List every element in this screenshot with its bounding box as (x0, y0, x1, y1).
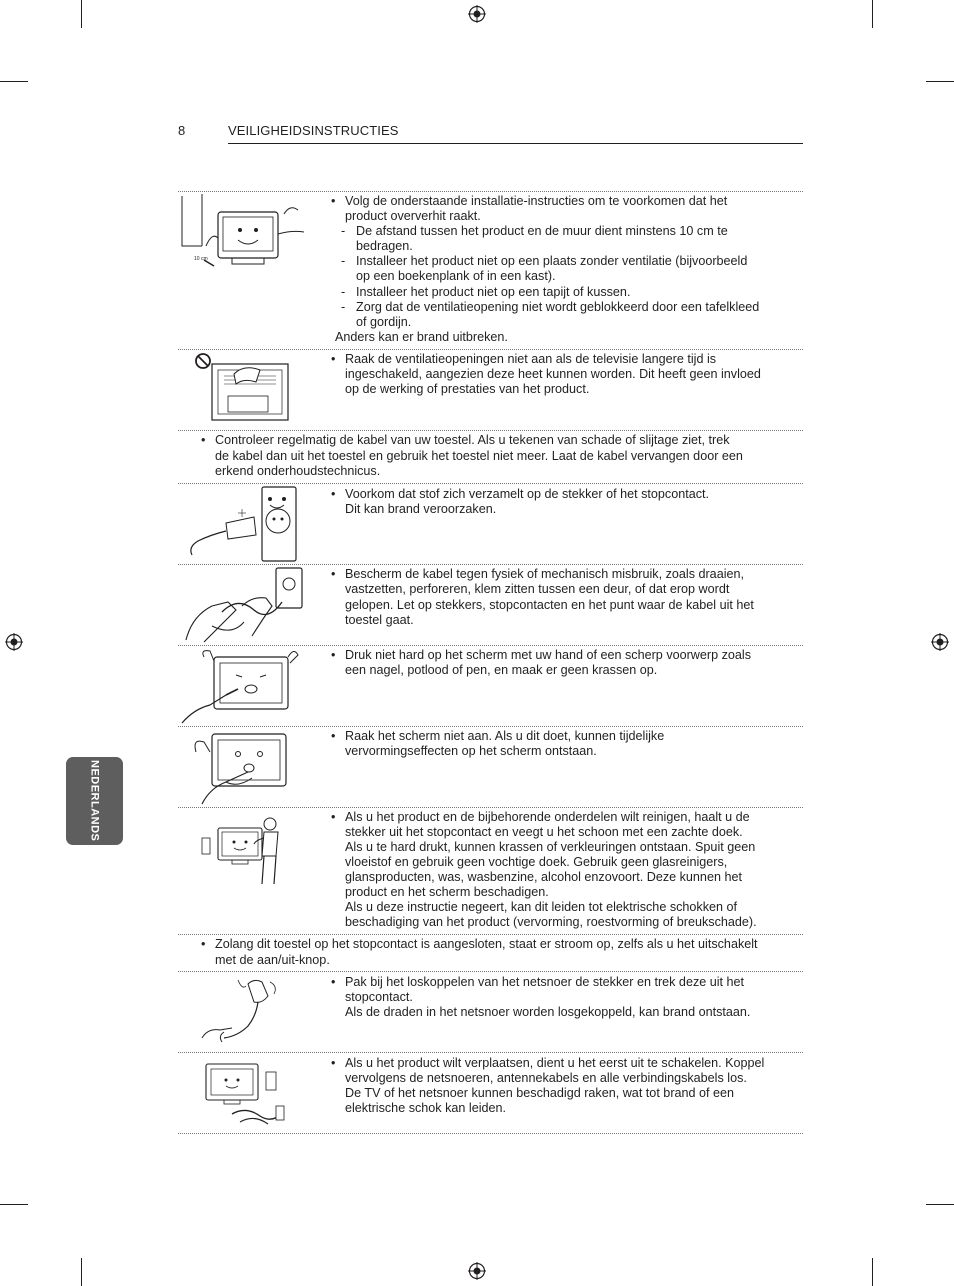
dusty-plug-illustration (186, 485, 310, 563)
bullet-icon: • (331, 194, 336, 208)
clearance-label: 10 cm (194, 256, 208, 262)
unplug-by-plug-illustration (198, 976, 298, 1048)
trailing-text: Anders kan er brand uitbreken. (335, 330, 508, 344)
bullet-icon: • (331, 648, 336, 662)
section-divider (178, 349, 803, 350)
bullet-text-line: product oververhit raakt. (345, 209, 481, 223)
crop-mark (872, 0, 873, 28)
screen-press-illustration (180, 647, 300, 725)
language-tab-label: NEDERLANDS (88, 760, 101, 842)
subitem-text-line: of gordijn. (356, 315, 412, 329)
bullet-text-line: Zolang dit toestel op het stopcontact is aangesloten, staat er stroom op, zelfs als u het uitschakelt (215, 937, 758, 951)
bullet-text-line: Dit kan brand veroorzaken. (345, 502, 497, 516)
bullet-icon: • (331, 352, 336, 366)
section-divider (178, 934, 803, 935)
section-divider (178, 726, 803, 727)
dash-icon: - (341, 224, 346, 238)
bullet-text-line: een nagel, potlood of pen, en maak er geen krassen op. (345, 663, 658, 677)
tv-vent-no-touch-illustration (194, 352, 294, 426)
bullet-text-line: Als u het product wilt verplaatsen, dient u het eerst uit te schakelen. Koppel (345, 1056, 765, 1070)
bullet-icon: • (331, 1056, 336, 1070)
header-rule (228, 143, 803, 144)
page-title: VEILIGHEIDSINSTRUCTIES (228, 123, 399, 138)
dash-icon: - (341, 254, 346, 268)
section-divider (178, 191, 803, 192)
section-divider (178, 971, 803, 972)
subitem-text-line: Zorg dat de ventilatieopening niet wordt geblokkeerd door een tafelkleed (356, 300, 760, 314)
cleaning-illustration (198, 814, 288, 888)
crop-mark (872, 1258, 873, 1286)
bullet-text-line: Pak bij het loskoppelen van het netsnoer de stekker en trek deze uit het (345, 975, 745, 989)
bullet-text-line: Controleer regelmatig de kabel van uw toestel. Als u tekenen van schade of slijtage ziet, trek (215, 433, 730, 447)
bullet-text-line: De TV of het netsnoer kunnen beschadigd raken, wat tot brand of een (345, 1086, 735, 1100)
bullet-text-line: Raak het scherm niet aan. Als u dit doet, kunnen tijdelijke (345, 729, 665, 743)
language-tab-label-wrap (66, 757, 123, 845)
bullet-text-line: vastzetten, perforeren, klem zitten tussen een deur, of dat erop wordt (345, 582, 730, 596)
section-divider (178, 483, 803, 484)
bullet-text-line: glansproducten, was, wasbenzine, alcohol enzovoort. Deze kunnen het (345, 870, 742, 884)
bullet-text-line: Als u te hard drukt, kunnen krassen of verkleuringen ontstaan. Spuit geen (345, 840, 756, 854)
disconnect-cables-illustration (202, 1058, 294, 1130)
bullet-text-line: Raak de ventilatieopeningen niet aan als de televisie langere tijd is (345, 352, 717, 366)
bullet-text-line: Als u het product en de bijbehorende onderdelen wilt reinigen, haalt u de (345, 810, 750, 824)
section-divider (178, 1052, 803, 1053)
bullet-text-line: vloeistof en gebruik geen vochtige doek. Gebruik geen glasreinigers, (345, 855, 728, 869)
bullet-text-line: product en het scherm beschadigen. (345, 885, 549, 899)
bullet-text-line: vervolgens de netsnoeren, antennekabels en alle verbindingskabels los. (345, 1071, 747, 1085)
bullet-icon: • (201, 937, 206, 951)
bullet-icon: • (331, 487, 336, 501)
bullet-text-line: erkend onderhoudstechnicus. (215, 464, 381, 478)
registration-mark-icon (468, 5, 486, 23)
bullet-text-line: Als de draden in het netsnoer worden losgekoppeld, kan brand ontstaan. (345, 1005, 751, 1019)
bullet-text-line: elektrische schok kan leiden. (345, 1101, 507, 1115)
bullet-text-line: beschadiging van het product (vervorming, roestvorming of breukschade). (345, 915, 757, 929)
tv-wall-clearance-illustration (180, 194, 310, 270)
bullet-text-line: Volg de onderstaande installatie-instructies om te voorkomen dat het (345, 194, 728, 208)
dash-icon: - (341, 285, 346, 299)
bullet-icon: • (331, 567, 336, 581)
screen-touch-illustration (190, 728, 296, 806)
crop-mark (81, 1258, 82, 1286)
bullet-text-line: toestel gaat. (345, 613, 414, 627)
subitem-text-line: op een boekenplank of in een kast). (356, 269, 556, 283)
crop-mark (926, 1204, 954, 1205)
subitem-text-line: De afstand tussen het product en de muur dient minstens 10 cm te (356, 224, 728, 238)
section-divider (178, 645, 803, 646)
bullet-text-line: ingeschakeld, aangezien deze heet kunnen worden. Dit heeft geen invloed (345, 367, 761, 381)
bullet-text-line: Bescherm de kabel tegen fysiek of mechanisch misbruik, zoals draaien, (345, 567, 744, 581)
cable-abuse-illustration (182, 566, 308, 644)
registration-mark-icon (931, 633, 949, 651)
registration-mark-icon (5, 633, 23, 651)
bullet-text-line: stekker uit het stopcontact en veegt u het schoon met een zachte doek. (345, 825, 743, 839)
subitem-text-line: bedragen. (356, 239, 413, 253)
bullet-text-line: Voorkom dat stof zich verzamelt op de stekker of het stopcontact. (345, 487, 710, 501)
bullet-text-line: met de aan/uit-knop. (215, 953, 330, 967)
bullet-text-line: vervormingseffecten op het scherm ontstaan. (345, 744, 597, 758)
section-divider (178, 430, 803, 431)
crop-mark (81, 0, 82, 28)
crop-mark (0, 81, 28, 82)
bullet-text-line: Druk niet hard op het scherm met uw hand of een scherp voorwerp zoals (345, 648, 752, 662)
bullet-icon: • (201, 433, 206, 447)
page-number: 8 (178, 123, 186, 138)
crop-mark (0, 1204, 28, 1205)
bullet-icon: • (331, 729, 336, 743)
crop-mark (926, 81, 954, 82)
bullet-text-line: Als u deze instructie negeert, kan dit leiden tot elektrische schokken of (345, 900, 738, 914)
bullet-icon: • (331, 975, 336, 989)
section-divider (178, 564, 803, 565)
bullet-text-line: de kabel dan uit het toestel en gebruik het toestel niet meer. Laat de kabel vervangen door een (215, 449, 743, 463)
bullet-text-line: op de werking of prestaties van het product. (345, 382, 590, 396)
section-divider (178, 807, 803, 808)
subitem-text-line: Installeer het product niet op een plaats zonder ventilatie (bijvoorbeeld (356, 254, 748, 268)
bullet-text-line: gelopen. Let op stekkers, stopcontacten en het punt waar de kabel uit het (345, 598, 754, 612)
dash-icon: - (341, 300, 346, 314)
bullet-text-line: stopcontact. (345, 990, 413, 1004)
bullet-icon: • (331, 810, 336, 824)
section-divider (178, 1133, 803, 1134)
registration-mark-icon (468, 1262, 486, 1280)
subitem-text-line: Installeer het product niet op een tapijt of kussen. (356, 285, 631, 299)
